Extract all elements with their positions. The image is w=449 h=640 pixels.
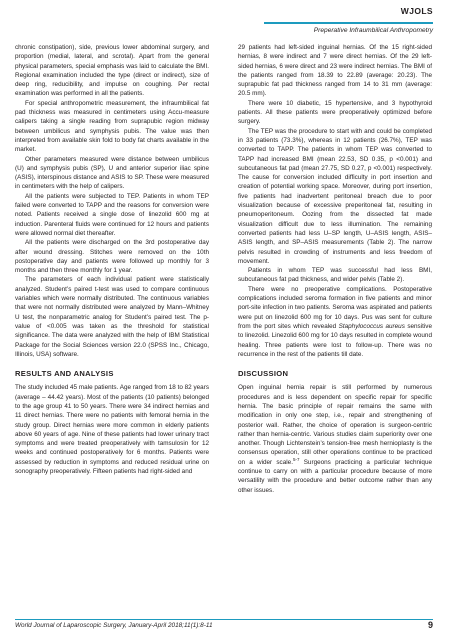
header-rule [264, 22, 433, 24]
paragraph: All the patients were subjected to TEP. Patients in whom TEP failed were converted to TAPP and the reasons for conversion were noted. Patients received a single dose of linezolid 600 mg at induction. Parenteral fluids were continued for 12 hours and patients were allowed normal diet thereafter. [15, 192, 209, 237]
paragraph: The parameters of each individual patient were statistically analyzed. Student’s paired t-test was used to compare continuous variables which were normally distributed. The continuous variables that were not normally distributed were analyzed by Mann–Whitney U test, the nonparametric analog for Student’s paired test. The p-value of <0.005 was taken as the threshold for statistical significance. The data were analyzed with the help of IBM Statistical Package for the Social Sciences version 22.0 (SPSS Inc., Chicago, Illinois, USA) software. [15, 276, 209, 358]
citation-ref: 5-7 [292, 456, 300, 462]
journal-abbrev: WJOLS [400, 6, 433, 16]
paragraph [238, 383, 432, 495]
footer-rule [15, 619, 433, 620]
paragraph: The study included 45 male patients. Age ranged from 18 to 82 years (average – 44.42 years). Most of the patients (10 patients) belonged to the age group 41 to 50 years. There were 34 indirect hernias and 11 direct hernias. There were no patients with femoral hernia in the study group. Direct hernias were more common in elderly patients above 60 years of age. Nine of these patients had lower urinary tract symptoms and were treated preoperatively with tamsulosin for 12 weeks and continued postoperatively for 6 months. Patients were assessed by reduction in symptoms and reduced residual urine on sonography preoperatively. Fifteen patients had right-sided and [15, 384, 209, 476]
page-header [0, 0, 449, 42]
right-column [238, 43, 432, 495]
paragraph: Other parameters measured were distance between umbilicus (U) and symphysis pubis (SP), U and anterior superior iliac spine (ASIS), interspinous distance and ASIS to SP. These were measured in centimeters with the help of calipers. [15, 155, 209, 191]
section-heading-discussion: DISCUSSION [238, 369, 289, 379]
organism-name: Staphylococcus aureus [338, 322, 405, 330]
footer-citation: World Journal of Laparoscopic Surgery, January-April 2018;11(1):8-11 [15, 622, 213, 629]
paragraph: chronic constipation), side, previous lower abdominal surgery, and proportion (medial, lateral, and scrotal). Apart from the general physical parameters, special emphasis was laid to calculate the BMI. Regional examination included the type (direct or indirect), size of deep ring, reducibility, and impulse on coughing. Per rectal examination was performed in all the patients. [15, 44, 209, 98]
text-run: Open inguinal hernia repair is still performed by numerous procedures and is less dependent on specific repair for specific hernia. The basic principle of repair remains the same with modification in only one step, i.e., repair and strengthening of posterior wall. Rather, the choice of operation is surgeon-centric rather than hernia-centric. Various studies claim superiority over one another. Though Lichtenstein’s tension-free mesh hernioplasty is the consensus operation, still other operations continue to be practiced on a wider scale. [238, 384, 432, 466]
text-run: sensitive to linezolid. Linezolid 600 mg for 10 days resulted in complete wound healing. Three patients were lost to follow-up. There was no recurrence in the rest of the patients till date. [238, 322, 433, 358]
paragraph: The TEP was the procedure to start with and could be completed in 33 patients (73.3%), whereas in 12 patients (26.7%), TEP was converted to TAPP. The patients in whom TEP was converted to TAPP had increased BMI (mean 22.53, SD 0.35, p <0.001) and subcutaneous fat pad (mean 27.75, SD 0.27, p <0.001) respectively. The cause for conversion included difficulty in port insertion and creation of potential working space. Moreover, during port insertion, five patients had inadvertent peritoneal breach due to poor visualization because of excessive preperitoneal fat, resulting in pneumoperitoneum. Oozing from the dissected fat made visualization difficult due to less illumination. The remaining converted patients had less U–SP length, U–ASIS length, ASIS–ASIS length, and SP–ASIS measurements (Table 2). The narrow pelvis resulted in crowding of instruments and less freedom of movement. [238, 127, 432, 265]
text-run: There were no preoperative complications. Postoperative complications included seroma formation in five patients and minor port-site infection in two patients. Seroma was aspirated and patients were put on linezolid 600 mg for 10 days. Pus was sent for culture from the port sites which revealed [238, 285, 432, 330]
paragraph: Patients in whom TEP was successful had less BMI, subcutaneous fat pad thickness, and wider pelvis (Table 2). [238, 267, 432, 284]
paragraph: 29 patients had left-sided inguinal hernias. Of the 15 right-sided hernias, 8 were indirect and 7 were direct hernias. Of the 29 left-sided hernias, 6 were direct and 23 were indirect hernias. The BMI of the patients ranged from 18.39 to 22.89 (average: 20.23). The suprapubic fat pad thickness ranged from 14 to 31 mm (average: 20.5 mm). [238, 44, 432, 98]
paragraph: There were 10 diabetic, 15 hypertensive, and 3 hypothyroid patients. All these patients were preoperatively optimized before surgery. [238, 99, 432, 126]
text-run: Surgeons practicing a particular technique continue to carry on with a particular procedure because of more versatility with the procedure and better outcome rather than any other issues. [238, 458, 432, 494]
paragraph: All the patients were discharged on the 3rd postoperative day after wound dressing. Stitches were removed on the 10th postoperative day and patients were followed up monthly for 3 months and then three monthly for 1 year. [15, 239, 209, 275]
left-column [15, 43, 209, 476]
running-title: Preperative Infraumbilical Anthropometry [313, 27, 433, 34]
page-number: 9 [427, 620, 433, 630]
paragraph: For special anthropometric measurement, the infraumbilical fat pad thickness was measured in centimeters using Accu-measure calipers taking a single reading from suprapubic region midway between umbilicus and symphysis pubis. The value was then interpreted from available skin fold to body fat charts available in the market. [15, 99, 209, 154]
section-heading-results: RESULTS AND ANALYSIS [15, 369, 114, 379]
paragraph [238, 285, 432, 359]
